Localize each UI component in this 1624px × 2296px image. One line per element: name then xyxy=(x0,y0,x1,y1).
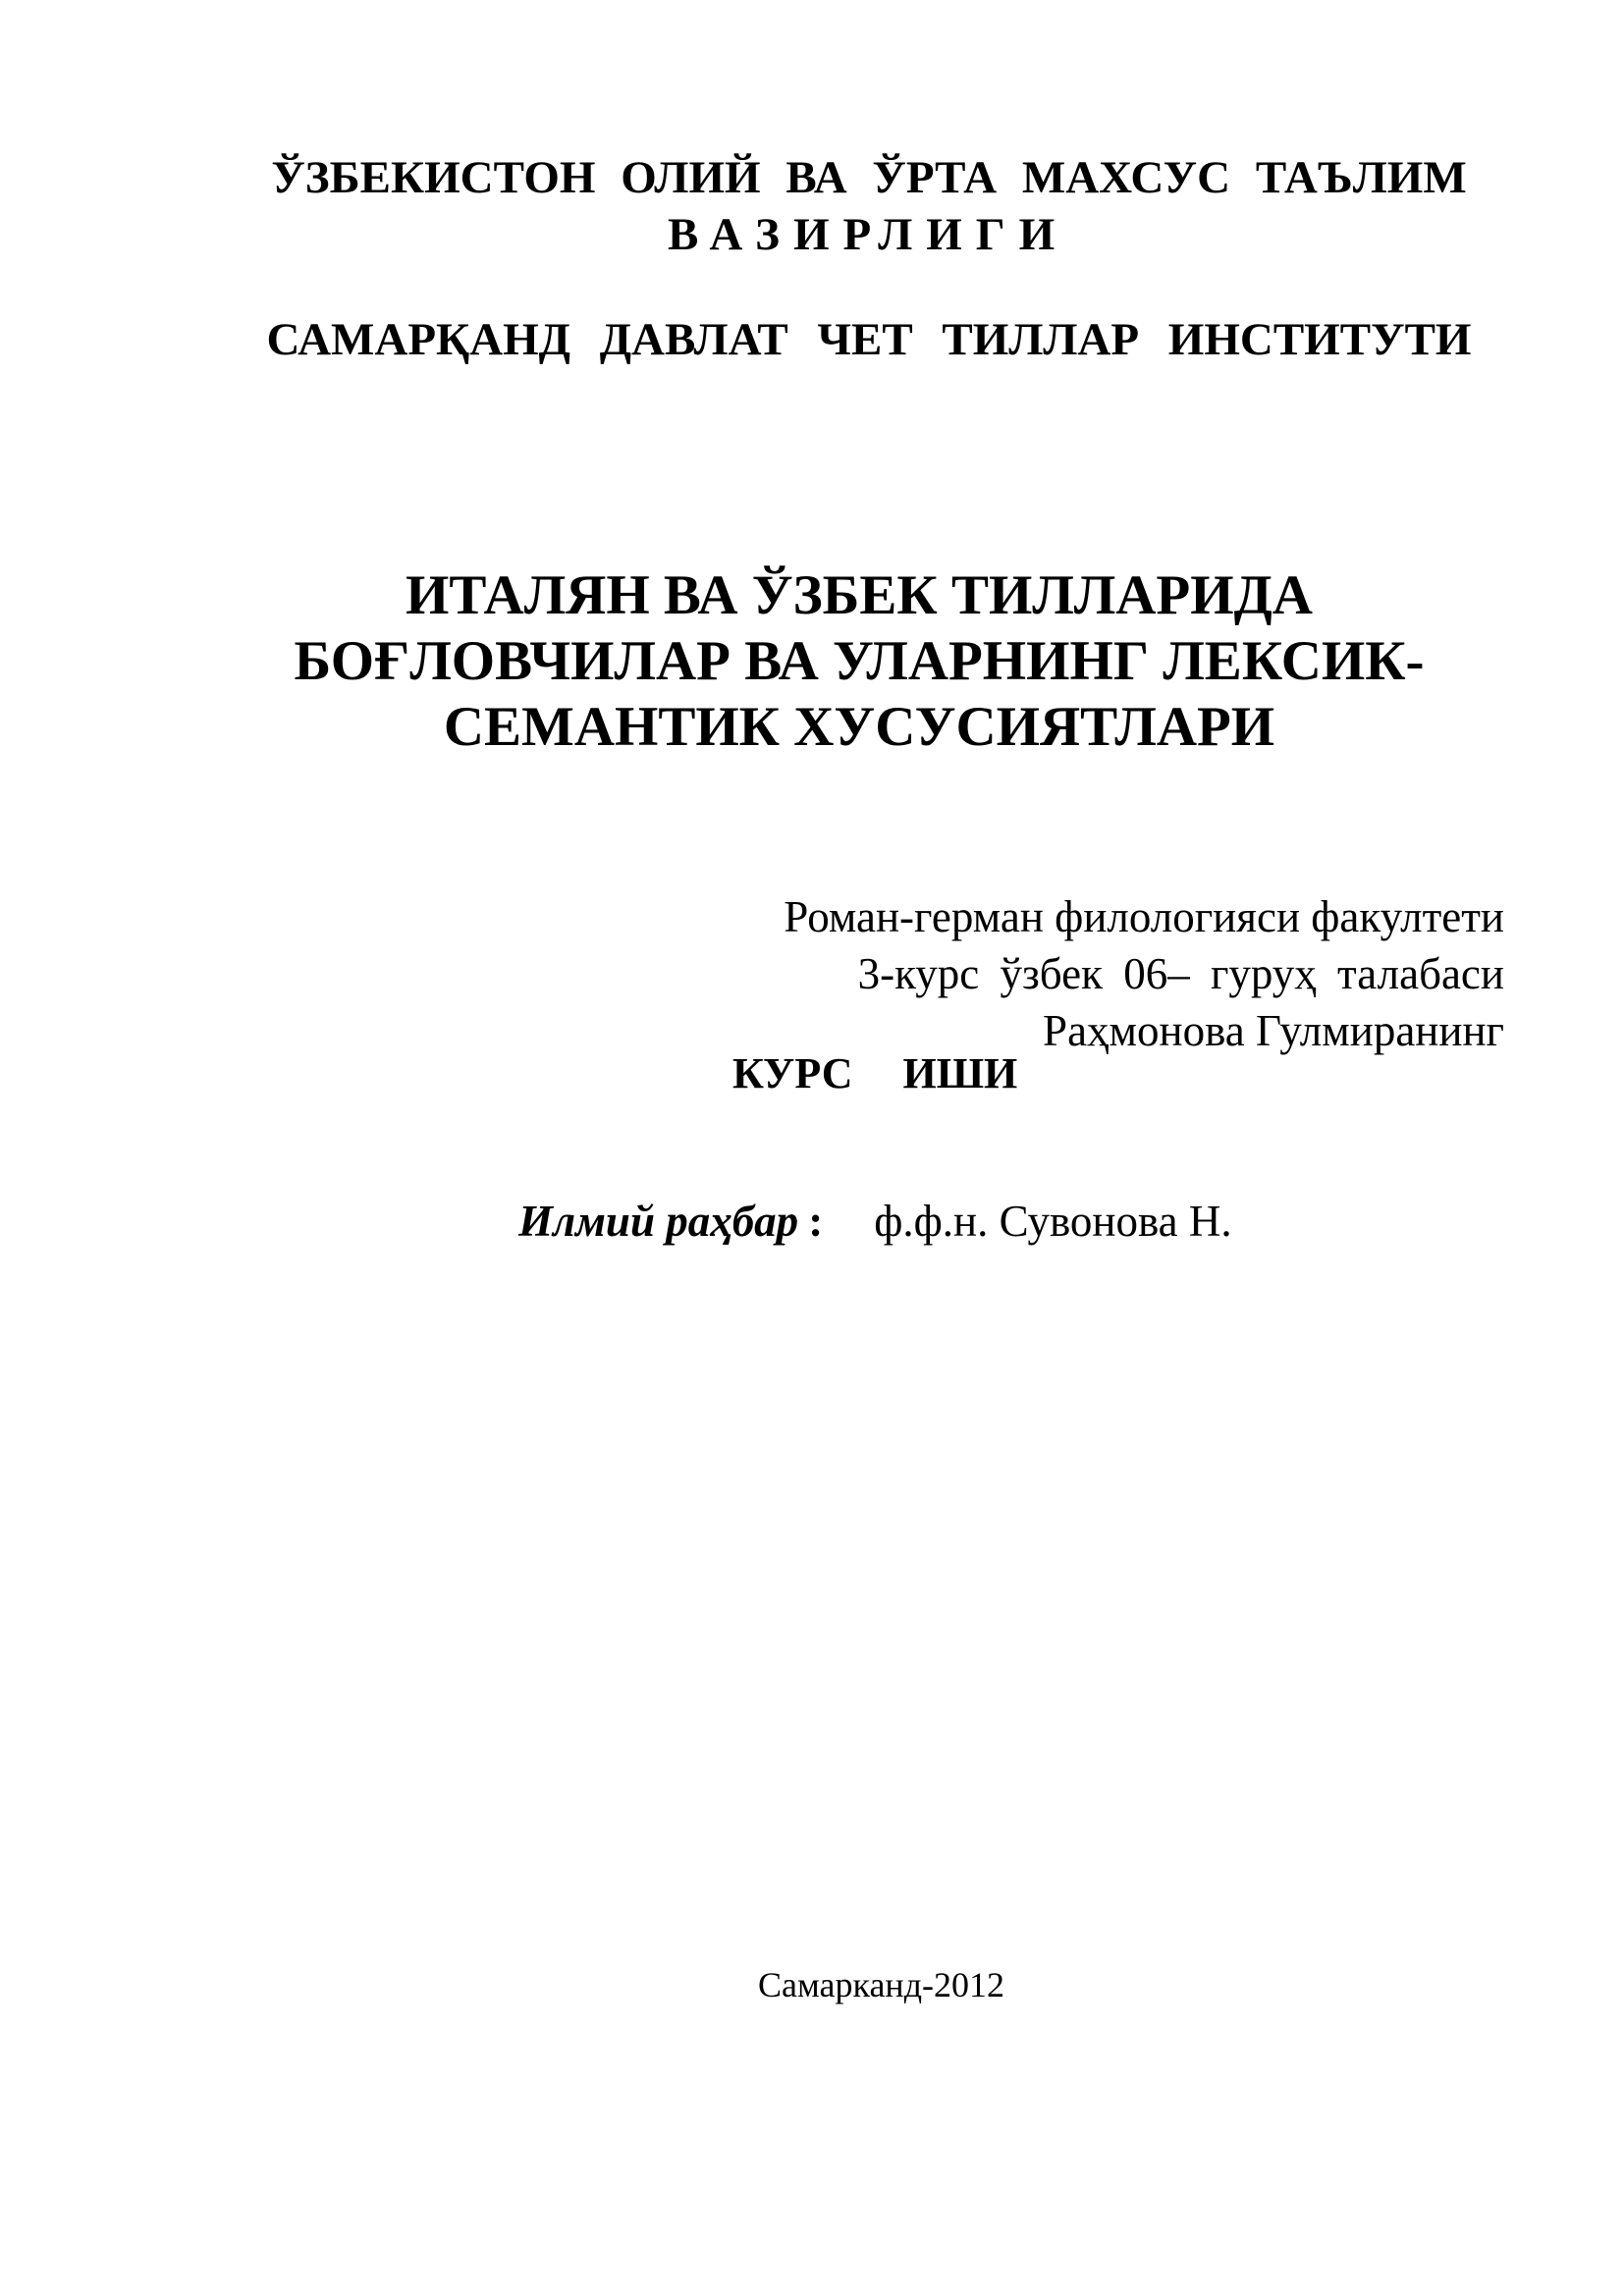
student-faculty: Роман-герман филологияси факултети xyxy=(784,892,1504,941)
work-title-line-2: БОҒЛОВЧИЛАР ВА УЛАРНИНГ ЛЕКСИК- xyxy=(294,630,1425,692)
ministry-name-line-2: ВАЗИРЛИГИ xyxy=(668,209,1069,260)
student-name: Раҳмонова Гулмиранинг xyxy=(1043,1006,1504,1055)
institute-name: САМАРҚАНД ДАВЛАТ ЧЕТ ТИЛЛАР ИНСТИТУТИ xyxy=(266,314,1472,365)
student-group: 3-курс ўзбек 06– гуруҳ талабаси xyxy=(857,949,1504,998)
supervisor-line xyxy=(518,1197,1232,1246)
work-title-line-1: ИТАЛЯН ВА ЎЗБЕК ТИЛЛАРИДА xyxy=(406,564,1313,626)
ministry-name-line-1: ЎЗБЕКИСТОН ОЛИЙ ВА ЎРТА МАХСУС ТАЪЛИМ xyxy=(271,152,1467,203)
supervisor-name: ф.ф.н. Сувонова Н. xyxy=(874,1197,1232,1246)
supervisor-colon: : xyxy=(808,1197,824,1246)
work-type: КУРС ИШИ xyxy=(732,1049,1018,1097)
city-year: Самарканд-2012 xyxy=(758,1965,1004,2004)
work-title-line-3: СЕМАНТИК ХУСУСИЯТЛАРИ xyxy=(443,696,1275,758)
supervisor-label: Илмий раҳбар xyxy=(518,1197,799,1246)
